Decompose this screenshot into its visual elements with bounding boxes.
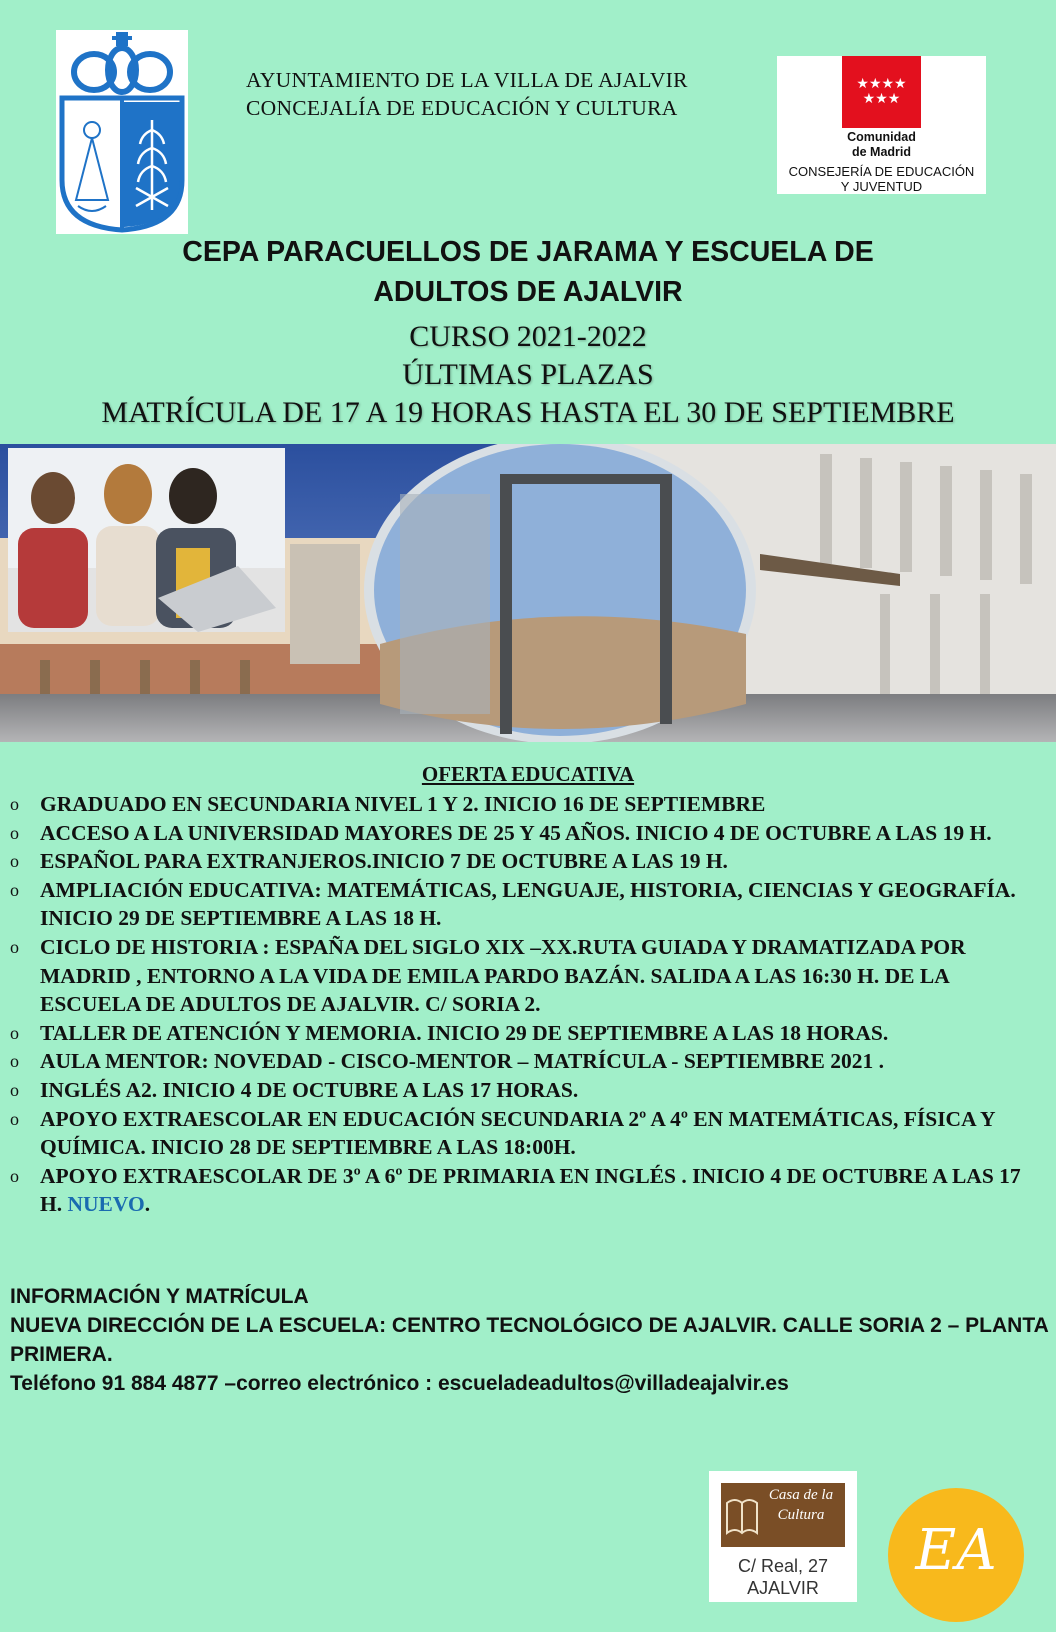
list-item: o GRADUADO EN SECUNDARIA NIVEL 1 Y 2. INICIO 16 DE SEPTIEMBRE (10, 790, 1035, 819)
school-building-photo (0, 444, 1056, 742)
offer-heading: OFERTA EDUCATIVA (421, 762, 635, 786)
title-line2: ADULTOS DE AJALVIR (373, 276, 683, 308)
list-item: o AMPLIACIÓN EDUCATIVA: MATEMÁTICAS, LENGUAJE, HISTORIA, CIENCIAS Y GEOGRAFÍA. INICIO 29 DE SEPTIEMBRE A LAS 18 H. (10, 877, 1016, 931)
course-offer-list (10, 790, 1035, 1219)
new-badge: NUEVO (67, 1192, 145, 1217)
students-photo (8, 448, 285, 632)
bullet-icon: o (10, 879, 19, 900)
list-item: o APOYO EXTRAESCOLAR EN EDUCACIÓN SECUNDARIA 2º A 4º EN MATEMÁTICAS, FÍSICA Y QUÍMICA. INICIO 28 DE SEPTIEMBRE A LAS 18:00H. (10, 1106, 995, 1160)
list-item: o AULA MENTOR: NOVEDAD - CISCO-MENTOR – MATRÍCULA - SEPTIEMBRE 2021 . (10, 1047, 1035, 1076)
info-heading: INFORMACIÓN Y MATRÍCULA (10, 1285, 309, 1308)
cm-name-line1: Comunidad (847, 130, 916, 144)
casa-address: C/ Real, 27 (737, 1556, 829, 1576)
ea-logo (888, 1488, 1024, 1622)
bullet-icon: o (10, 822, 19, 843)
bullet-icon: o (10, 1022, 19, 1043)
title-line1: CEPA PARACUELLOS DE JARAMA Y ESCUELA DE (182, 236, 874, 268)
cm-name-line2: de Madrid (851, 145, 912, 159)
list-item: o APOYO EXTRAESCOLAR DE 3º A 6º DE PRIMARIA EN INGLÉS . INICIO 4 DE OCTUBRE A LAS 17 H. NUEVO. (10, 1163, 1021, 1217)
municipality-name: AYUNTAMIENTO DE LA VILLA DE AJALVIR (246, 68, 688, 92)
course-year: CURSO 2021-2022 (409, 320, 647, 353)
department-name: CONCEJALÍA DE EDUCACIÓN Y CULTURA (246, 96, 678, 120)
casa-town: AJALVIR (747, 1578, 819, 1598)
contact-info (10, 1282, 1050, 1398)
list-item: o ACCESO A LA UNIVERSIDAD MAYORES DE 25 Y 45 AÑOS. INICIO 4 DE OCTUBRE A LAS 19 H. (10, 819, 1035, 848)
list-item: o CICLO DE HISTORIA : ESPAÑA DEL SIGLO XIX –XX.RUTA GUIADA Y DRAMATIZADA POR MADRID , ENTORNO A LA VIDA DE EMILA PARDO BAZÁN. SALIDA A LAS 16:30 H. DE LA ESCUELA DE ADULTOS DE AJALVIR. C/ SORIA 2. (10, 934, 966, 1017)
bullet-icon: o (10, 851, 19, 872)
cm-department-line1: CONSEJERÍA DE EDUCACIÓN (788, 164, 975, 179)
bullet-icon: o (10, 1165, 19, 1186)
bullet-icon: o (10, 794, 19, 814)
cm-department-line2: Y JUVENTUD (840, 179, 923, 194)
bullet-icon: o (10, 1108, 19, 1129)
casa-title-line1: Casa de la (768, 1487, 834, 1503)
bullet-icon: o (10, 1051, 19, 1072)
comunidad-de-madrid-logo (777, 56, 986, 194)
list-item: o ESPAÑOL PARA EXTRANJEROS.INICIO 7 DE OCTUBRE A LAS 19 H. (10, 847, 1035, 876)
last-places: ÚLTIMAS PLAZAS (402, 358, 654, 391)
bullet-icon: o (10, 936, 19, 957)
bullet-icon: o (10, 1079, 19, 1100)
page-title (150, 232, 906, 312)
enrollment-hours: MATRÍCULA DE 17 A 19 HORAS HASTA EL 30 DE SEPTIEMBRE (101, 396, 955, 429)
municipality-header (246, 66, 688, 122)
list-item: o TALLER DE ATENCIÓN Y MEMORIA. INICIO 29 DE SEPTIEMBRE A LAS 18 HORAS. (10, 1019, 1035, 1048)
school-address: NUEVA DIRECCIÓN DE LA ESCUELA: CENTRO TECNOLÓGICO DE AJALVIR. CALLE SORIA 2 – PLANTA PRIMERA. (10, 1314, 1048, 1366)
book-icon (725, 1493, 759, 1537)
ajalvir-crest-logo (56, 30, 188, 234)
list-item: o INGLÉS A2. INICIO 4 DE OCTUBRE A LAS 17 HORAS. (10, 1076, 1035, 1105)
casa-de-la-cultura-logo (709, 1471, 857, 1602)
casa-title-line2: Cultura (777, 1507, 825, 1523)
course-announcement (0, 318, 1056, 432)
stars-icon: ★★★★ ★★★ (856, 75, 907, 106)
contact-line: Teléfono 91 884 4877 –correo electrónico : escueladeadultos@villadeajalvir.es (10, 1372, 789, 1395)
ea-mark: EA (915, 1518, 997, 1583)
